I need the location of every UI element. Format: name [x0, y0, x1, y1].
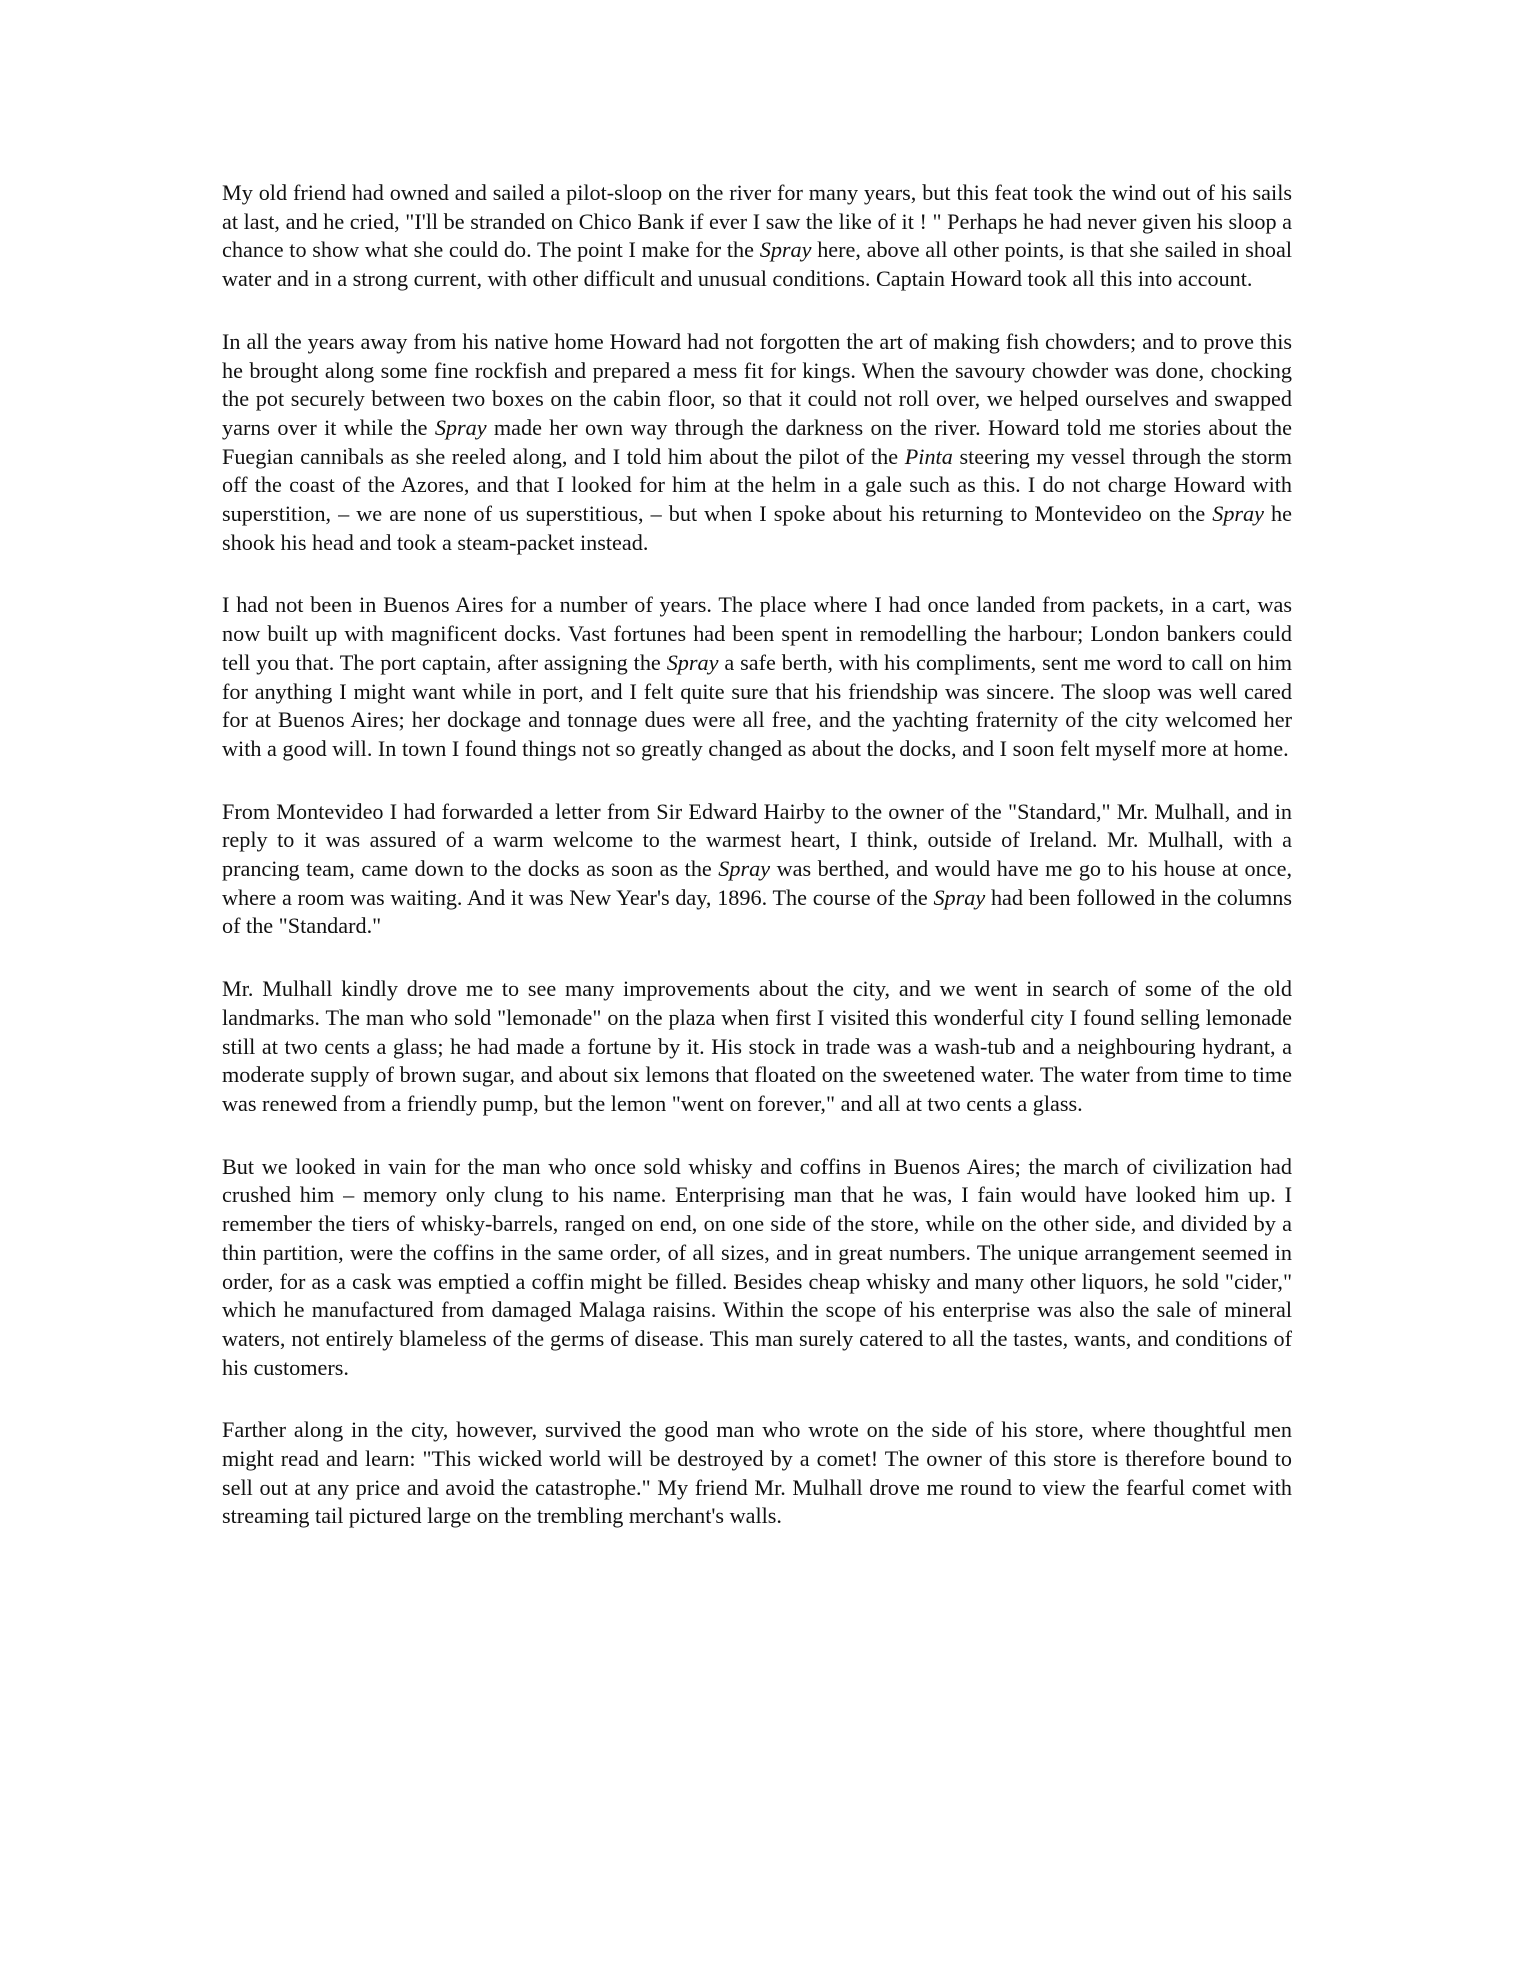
text-segment: Mr. Mulhall kindly drove me to see many improvements about the city, and we went in search of some of the old landmarks. The man who sold "lemonade" on the plaza when first I visited this wonderful city I found selling lemonade still at two cents a glass; he had made a fortune by it. His stock in trade was a wash-tub and a neighbouring hydrant, a moderate supply of brown sugar, and about six lemons that floated on the sweetened water. The water from time to time was renewed from a friendly pump, but the lemon "went on forever," and all at two cents a glass.: [222, 976, 1292, 1116]
paragraph-6: [222, 1153, 1292, 1383]
ship-name-spray: Spray: [1212, 501, 1264, 527]
paragraph-2: [222, 328, 1292, 558]
text-segment: here, above all other points, is that she sailed in shoal water and in a strong current, with other difficult and unusual conditions. Captain Howard took all this into account.: [222, 237, 1292, 292]
paragraph-1: [222, 179, 1292, 294]
ship-name-spray: Spray: [933, 884, 986, 910]
paragraph-5: [222, 975, 1292, 1119]
text-segment: From Montevideo I had forwarded a letter from Sir Edward Hairby to the owner of the "Standard," Mr. Mulhall, and in reply to it was assured of a warm welcome to the warmest heart, I think, outside of Ireland. Mr. Mulhall, with a prancing team, came down to the docks as soon as the: [222, 798, 1292, 882]
paragraph-7: [222, 1416, 1292, 1531]
text-segment: a safe berth, with his compliments, sent me word to call on him for anything I might want while in port, and I felt quite sure that his friendship was sincere. The sloop was well cared for at Buenos Aires; her dockage and tonnage dues were all free, and the yachting fraternity of the city welcomed her with a good will. In town I found things not so greatly changed as about the docks, and I soon felt myself more at home.: [222, 649, 1292, 761]
page-body: [222, 179, 1292, 1565]
text-segment: But we looked in vain for the man who once sold whisky and coffins in Buenos Aires; the march of civilization had crushed him – memory only clung to his name. Enterprising man that he was, I fain would have looked him up. I remember the tiers of whisky-barrels, ranged on end, on one side of the store, while on the other side, and divided by a thin partition, were the coffins in the same order, of all sizes, and in great numbers. The unique arrangement seemed in order, for as a cask was emptied a coffin might be filled. Besides cheap whisky and many other liquors, he sold "cider," which he manufactured from damaged Malaga raisins. Within the scope of his enterprise was also the sale of mineral waters, not entirely blameless of the germs of disease. This man surely catered to all the tastes, wants, and conditions of his customers.: [222, 1153, 1292, 1380]
text-segment: steering my vessel through the storm off the coast of the Azores, and that I looked for him at the helm in a gale such as this. I do not charge Howard with superstition, – we are none of us superstitious, – but when I spoke about his returning to Montevideo on the: [222, 443, 1293, 527]
ship-name-spray: Spray: [666, 649, 719, 675]
ship-name-spray: Spray: [759, 237, 812, 263]
text-segment: In all the years away from his native home Howard had not forgotten the art of making fish chowders; and to prove this he brought along some fine rockfish and prepared a mess fit for kings. When the savoury chowder was done, chocking the pot securely between two boxes on the cabin floor, so that it could not roll over, we helped ourselves and swapped yarns over it while the: [222, 328, 1292, 440]
ship-name-spray: Spray: [434, 414, 487, 440]
text-segment: I had not been in Buenos Aires for a number of years. The place where I had once landed from packets, in a cart, was now built up with magnificent docks. Vast fortunes had been spent in remodelling the harbour; London bankers could tell you that. The port captain, after assigning the: [222, 592, 1292, 675]
text-segment: made her own way through the darkness on the river. Howard told me stories about the Fuegian cannibals as she reeled along, and I told him about the pilot of the: [222, 414, 1292, 469]
ship-name-spray: Spray: [718, 856, 771, 882]
text-segment: Farther along in the city, however, survived the good man who wrote on the side of his store, where thoughtful men might read and learn: "This wicked world will be destroyed by a comet! The owner of this store is therefore bound to sell out at any price and avoid the catastrophe." My friend Mr. Mulhall drove me round to view the fearful comet with streaming tail pictured large on the trembling merchant's walls.: [222, 1417, 1292, 1529]
ship-name-pinta: Pinta: [904, 443, 953, 469]
paragraph-3: [222, 591, 1292, 763]
text-segment: had been followed in the columns of the "Standard.": [222, 884, 1292, 939]
text-segment: My old friend had owned and sailed a pilot-sloop on the river for many years, but this feat took the wind out of his sails at last, and he cried, "I'll be stranded on Chico Bank if ever I saw the like of it ! " Perhaps he had never given his sloop a chance to show what she could do. The point I make for the: [222, 180, 1292, 263]
text-segment: he shook his head and took a steam-packet instead.: [222, 501, 1292, 555]
text-segment: was berthed, and would have me go to his house at once, where a room was waiting. And it was New Year's day, 1896. The course of the: [222, 856, 1292, 910]
paragraph-4: [222, 798, 1292, 942]
